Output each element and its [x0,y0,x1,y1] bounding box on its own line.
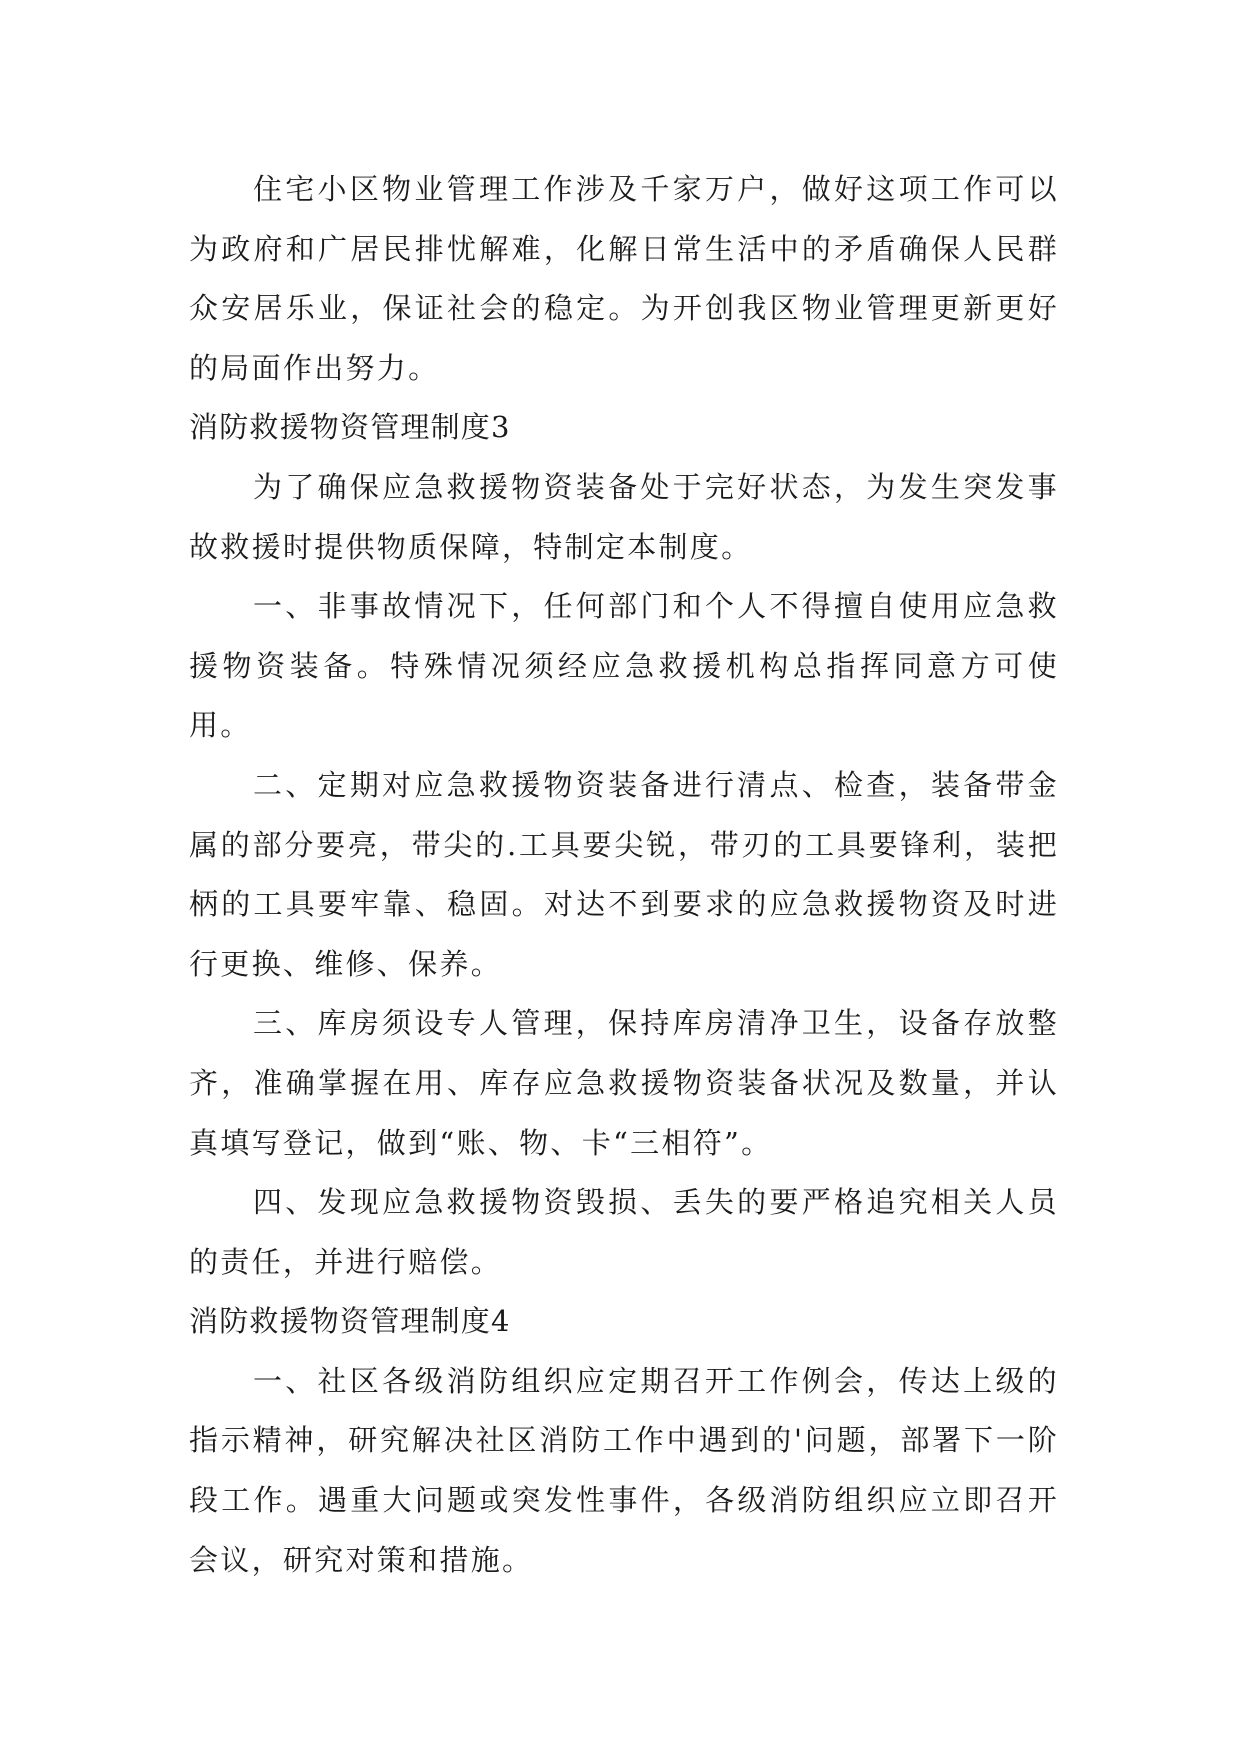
section-3-paragraph-4: 四、发现应急救援物资毁损、丢失的要严格追究相关人员的责任，并进行赔偿。 [189,1185,1059,1279]
document-body [189,160,1059,1590]
section-3-paragraph-purpose: 为了确保应急救援物资装备处于完好状态，为发生突发事故救援时提供物质保障，特制定本制度。 [189,469,1059,564]
section-3-paragraph-2: 二、定期对应急救援物资装备进行清点、检查，装备带金属的部分要亮，带尖的.工具要尖锐，带刃的工具要锋利，装把柄的工具要牢靠、稳固。对达不到要求的应急救援物资及时进行更换、维修、保养。 [189,767,1059,981]
section-heading-3: 消防救援物资管理制度3 [189,410,511,445]
intro-paragraph: 住宅小区物业管理工作涉及千家万户，做好这项工作可以为政府和广居民排忧解难，化解日常生活中的矛盾确保人民群众安居乐业，保证社会的稳定。为开创我区物业管理更新更好的局面作出努力。 [189,172,1059,385]
section-3-paragraph-3: 三、库房须设专人管理，保持库房清净卫生，设备存放整齐，准确掌握在用、库存应急救援物资装备状况及数量，并认真填写登记，做到“账、物、卡“三相符”。 [189,1006,1059,1160]
section-3-paragraph-1: 一、非事故情况下，任何部门和个人不得擅自使用应急救援物资装备。特殊情况须经应急救援机构总指挥同意方可使用。 [189,589,1059,743]
section-heading-4: 消防救援物资管理制度4 [189,1304,511,1339]
section-4-paragraph-1: 一、社区各级消防组织应定期召开工作例会，传达上级的指示精神，研究解决社区消防工作中遇到的'问题，部署下一阶段工作。遇重大问题或突发性事件，各级消防组织应立即召开会议，研究对策和措施。 [189,1363,1059,1577]
